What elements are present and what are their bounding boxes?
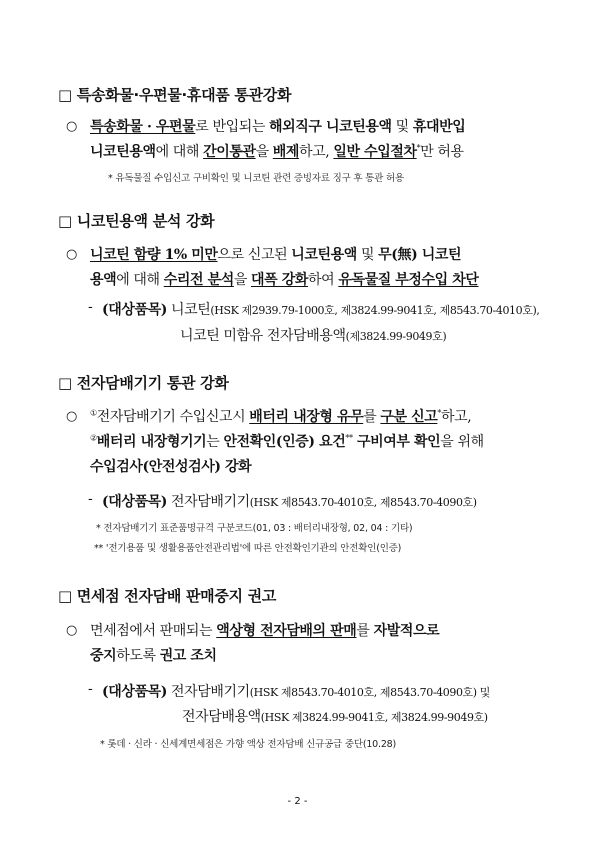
dash-marker: -	[88, 299, 93, 315]
footnote: ** '전기용품 및 생활용품안전관리법'에 따른 안전확인기관의 안전확인(인증)	[94, 543, 402, 554]
emph-text: 특송화물 · 우편물	[90, 119, 196, 135]
bullet-marker: ○	[66, 623, 78, 638]
paragraph-line: 특송화물 · 우편물로 반입되는 해외직구 니코틴용액 및 휴대반입	[90, 119, 466, 135]
paragraph-line: ①전자담배기기 수입신고시 배터리 내장형 유무를 구분 신고*하고,	[90, 408, 472, 425]
target-items-line: (대상품목) 전자담배기기(HSK 제8543.70-4010호, 제8543.70-4090호) 및	[102, 684, 490, 700]
paragraph-line: 수입검사(안전성검사) 강화	[90, 459, 252, 475]
bullet-marker: ○	[66, 409, 78, 424]
paragraph-line: 니코틴용액에 대해 간이통관을 배제하고, 일반 수입절차*만 허용	[90, 143, 464, 160]
footnote: * 유독물질 수입신고 구비확인 및 니코틴 관련 증빙자료 징구 후 통관 허용	[108, 173, 404, 184]
page-number: - 2 -	[287, 796, 308, 807]
footnote: * 전자담배기기 표준품명규격 구분코드(01, 03 : 배터리내장형, 02, 04 : 기타)	[96, 523, 413, 534]
footnote: * 롯데 · 신라 · 신세계면세점은 가향 액상 전자담배 신규공급 중단(10.28)	[100, 739, 397, 750]
section-heading-e-cig-devices: □ 전자담배기기 통관 강화	[58, 374, 229, 392]
target-items-line: 전자담배용액(HSK 제3824.99-9041호, 제3824.99-9049호)	[182, 709, 488, 725]
bullet-marker: ○	[66, 247, 78, 262]
paragraph-line: 용액에 대해 수리전 분석을 대폭 강화하여 유독물질 부정수입 차단	[90, 272, 479, 288]
section-heading-duty-free: □ 면세점 전자담배 판매중지 권고	[58, 587, 277, 605]
paragraph-line: ②배터리 내장형기기는 안전확인(인증) 요건** 구비여부 확인을 위해	[90, 433, 484, 450]
section-heading-courier-postal: □ 특송화물·우편물·휴대품 통관강화	[58, 86, 292, 104]
bullet-marker: ○	[66, 119, 78, 134]
section-heading-nicotine-analysis: □ 니코틴용액 분석 강화	[58, 212, 215, 230]
target-items-line: 니코틴 미함유 전자담배용액(제3824.99-9049호)	[180, 328, 447, 344]
paragraph-line: 니코틴 함량 1% 미만으로 신고된 니코틴용액 및 무(無) 니코틴	[90, 247, 462, 263]
paragraph-line: 면세점에서 판매되는 액상형 전자담배의 판매를 자발적으로	[90, 623, 440, 639]
dash-marker: -	[88, 491, 93, 507]
dash-marker: -	[88, 681, 93, 697]
paragraph-line: 중지하도록 권고 조치	[90, 648, 217, 664]
target-items-line: (대상품목) 니코틴(HSK 제2939.79-1000호, 제3824.99-9041호, 제8543.70-4010호),	[102, 302, 540, 318]
target-items-line: (대상품목) 전자담배기기(HSK 제8543.70-4010호, 제8543.70-4090호)	[102, 494, 477, 510]
